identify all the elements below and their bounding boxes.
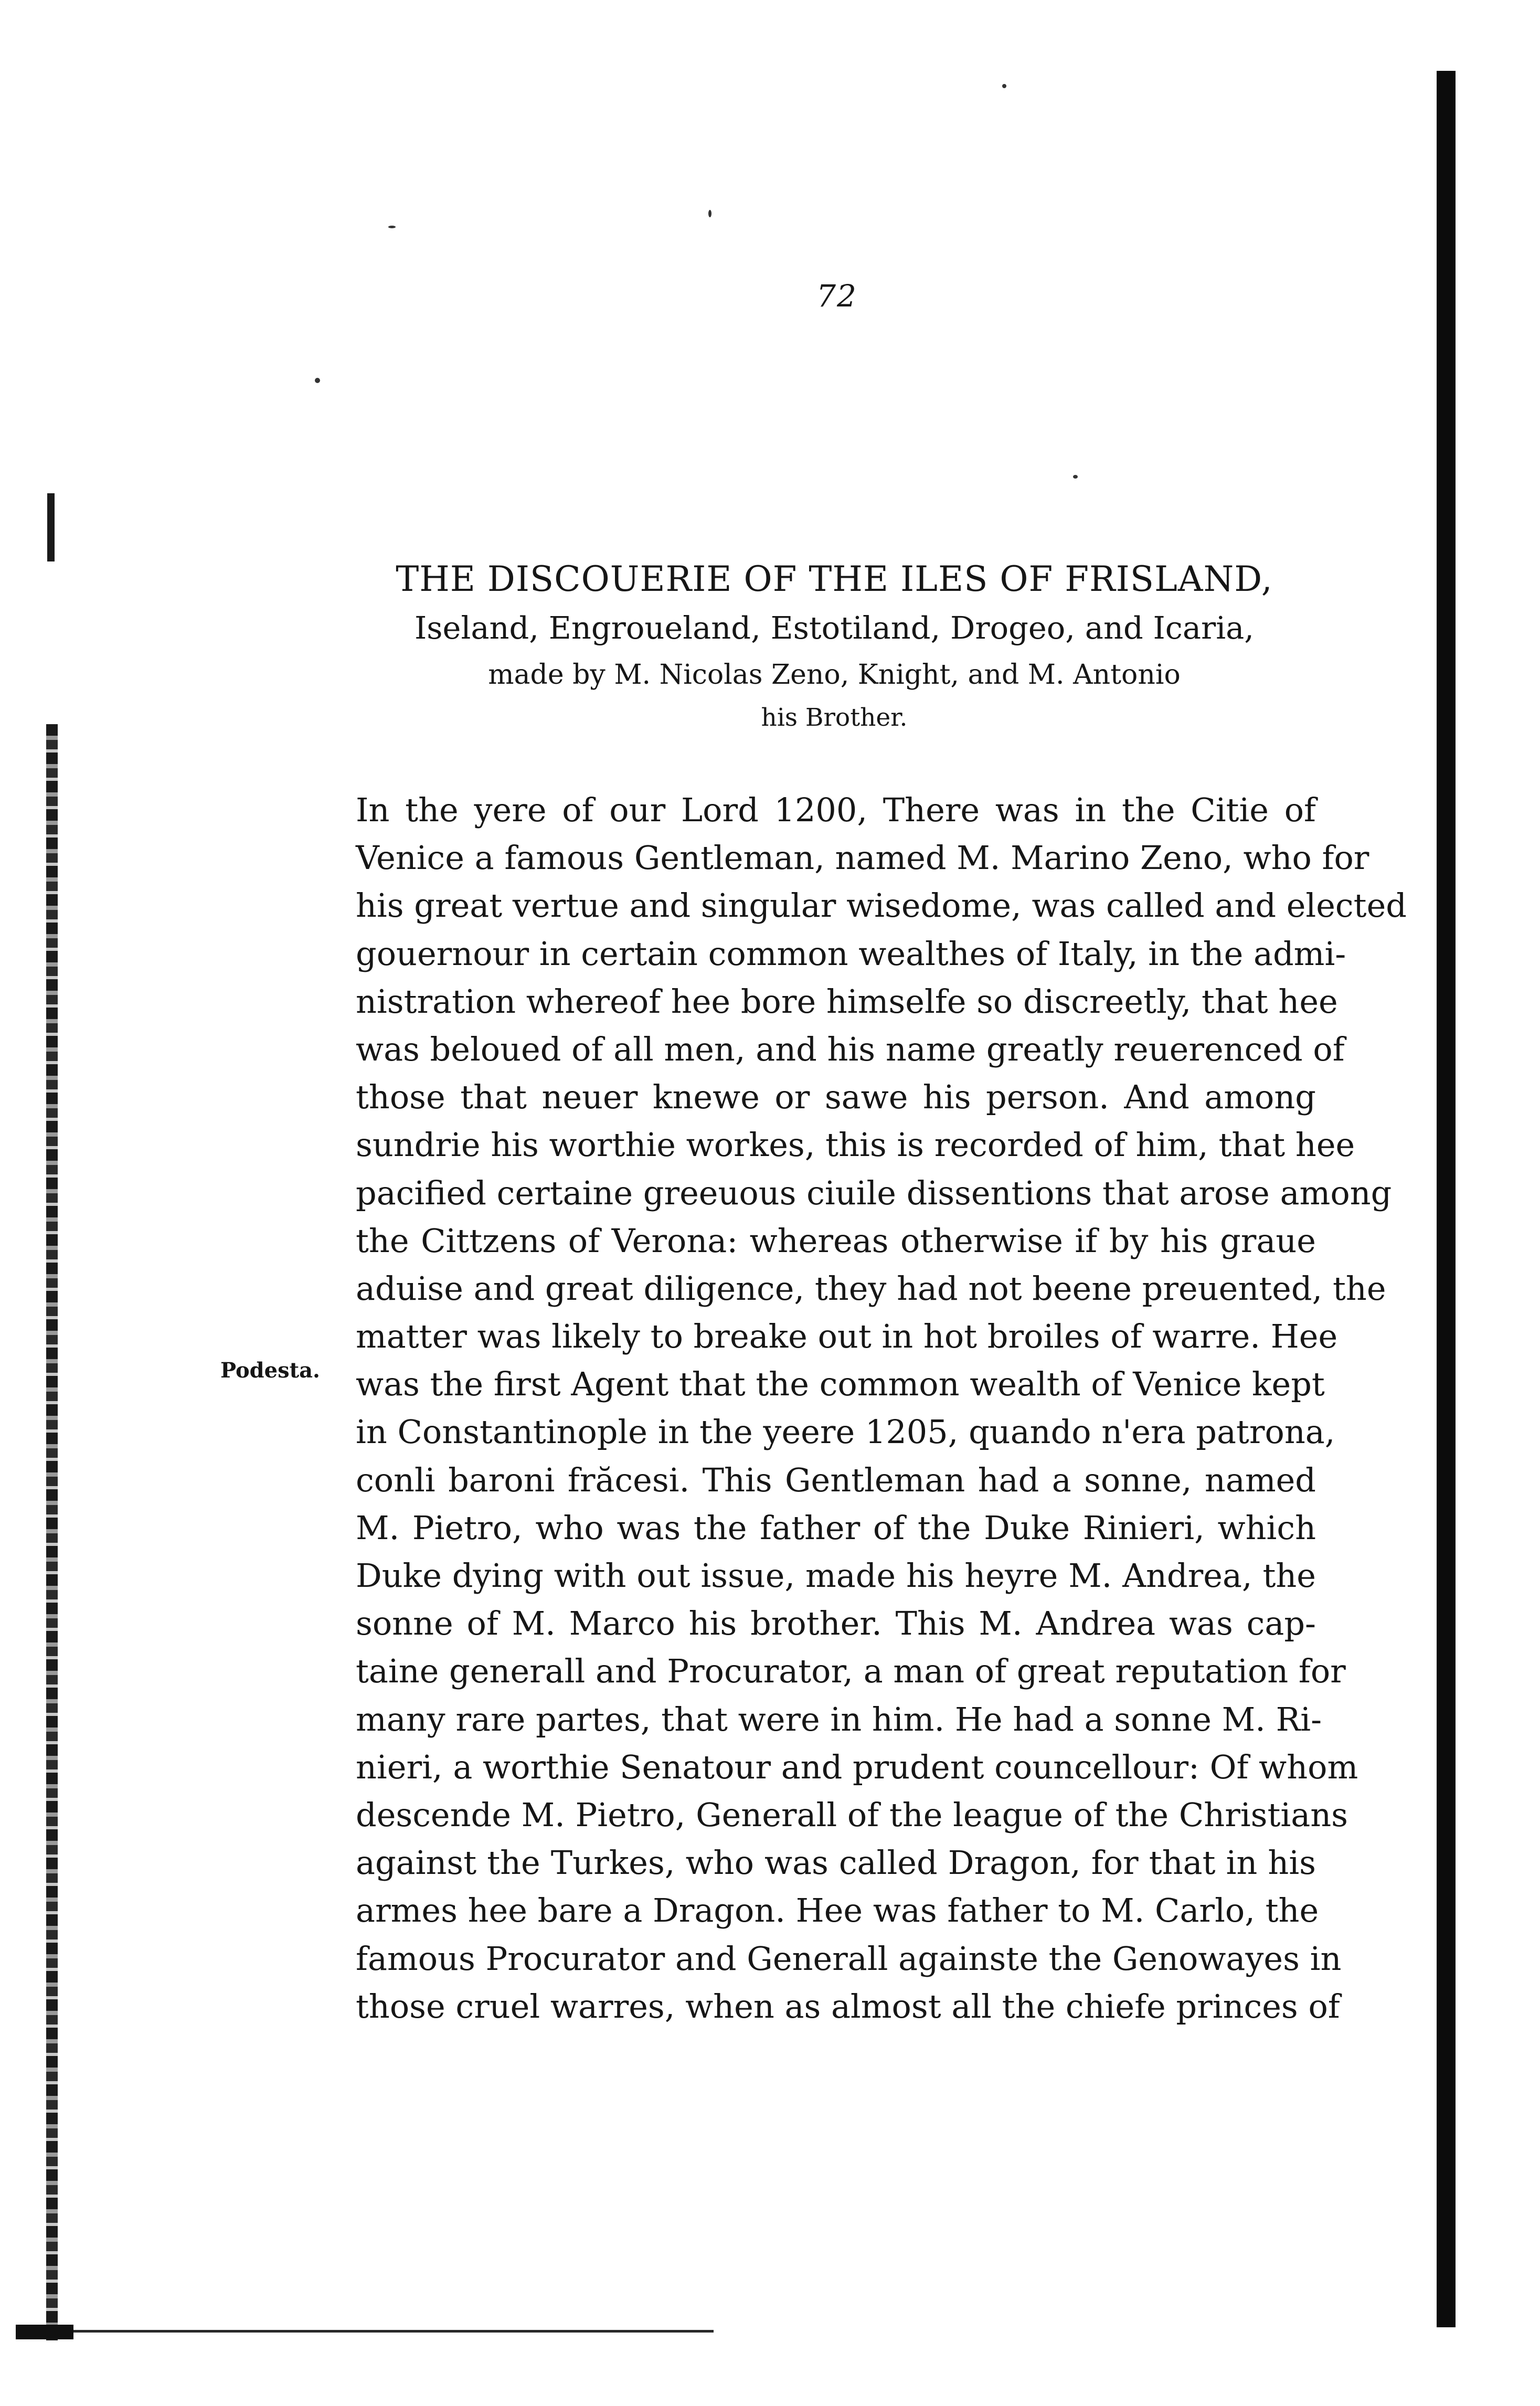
text-line: nieri, a worthie Senatour and prudent councellour: Of whom <box>356 1747 1358 1786</box>
text-line: sundrie his worthie workes, this is recorded of him, that hee <box>356 1126 1355 1164</box>
text-line: those cruel warres, when as almost all the chiefe princes of <box>356 1987 1340 2026</box>
margin-note: Podesta. <box>220 1358 320 1383</box>
text-line: was the first Agent that the common wealth of Venice kept <box>356 1365 1325 1404</box>
text-line: many rare partes, that were in him. He had a sonne M. Ri- <box>356 1700 1322 1739</box>
text-line: armes hee bare a Dragon. Hee was father to M. Carlo, the <box>356 1891 1319 1930</box>
text-line: matter was likely to breake out in hot broiles of warre. Hee <box>356 1317 1338 1356</box>
text-line: sonne of M. Marco his brother. This M. Andrea was cap- <box>356 1604 1316 1643</box>
text-line: against the Turkes, who was called Dragon, for that in his <box>356 1843 1316 1882</box>
chapter-byline: made by M. Nicolas Zeno, Knight, and M. Antonio <box>488 659 1181 691</box>
scan-speck <box>1002 84 1006 88</box>
text-line: in Constantinople in the yeere 1205, quando n'era patrona, <box>356 1413 1335 1451</box>
text-line: In the yere of our Lord 1200, There was in the Citie of <box>356 791 1316 829</box>
text-line: taine generall and Procurator, a man of great reputation for <box>356 1652 1346 1691</box>
text-line: those that neuer knewe or sawe his person. And among <box>356 1078 1316 1117</box>
text-line: pacified certaine greeuous ciuile dissentions that arose among <box>356 1173 1392 1212</box>
text-line: famous Procurator and Generall againste the Genowayes in <box>356 1939 1342 1978</box>
text-line: gouernour in certain common wealthes of Italy, in the admi- <box>356 934 1346 973</box>
text-line: Venice a famous Gentleman, named M. Marino Zeno, who for <box>356 839 1369 877</box>
scan-speck <box>708 210 711 217</box>
text-line: Duke dying with out issue, made his heyre M. Andrea, the <box>356 1556 1316 1595</box>
scan-corner-mark <box>16 2325 73 2339</box>
text-line: M. Pietro, who was the father of the Duke Rinieri, which <box>356 1508 1316 1547</box>
chapter-subtitle: Iseland, Engroueland, Estotiland, Drogeo, and Icaria, <box>414 610 1255 646</box>
text-line: nistration whereof hee bore himselfe so discreetly, that hee <box>356 982 1338 1021</box>
text-line: the Cittzens of Verona: whereas otherwise if by his graue <box>356 1221 1316 1260</box>
text-line: aduise and great diligence, they had not beene preuented, the <box>356 1269 1386 1308</box>
chapter-title: THE DISCOUERIE OF THE ILES OF FRISLAND, <box>396 559 1273 599</box>
text-line: his great vertue and singular wisedome, was called and elected <box>356 886 1407 925</box>
chapter-byline-end: his Brother. <box>761 703 908 732</box>
scan-speck <box>315 378 320 383</box>
scan-edge-bottom <box>31 2330 714 2333</box>
text-line: was beloued of all men, and his name greatly reuerenced of <box>356 1030 1345 1068</box>
body-text <box>356 786 1407 2030</box>
text-line: descende M. Pietro, Generall of the league of the Christians <box>356 1795 1348 1834</box>
page-number: 72 <box>816 278 857 314</box>
scan-edge-right <box>1437 71 1456 2327</box>
scan-speck <box>1073 475 1078 479</box>
text-line: conli baroni frăcesi. This Gentleman had a sonne, named <box>356 1460 1316 1499</box>
scan-edge-left <box>46 724 58 2340</box>
scan-edge-left-top <box>47 493 55 561</box>
scan-speck <box>388 226 396 228</box>
